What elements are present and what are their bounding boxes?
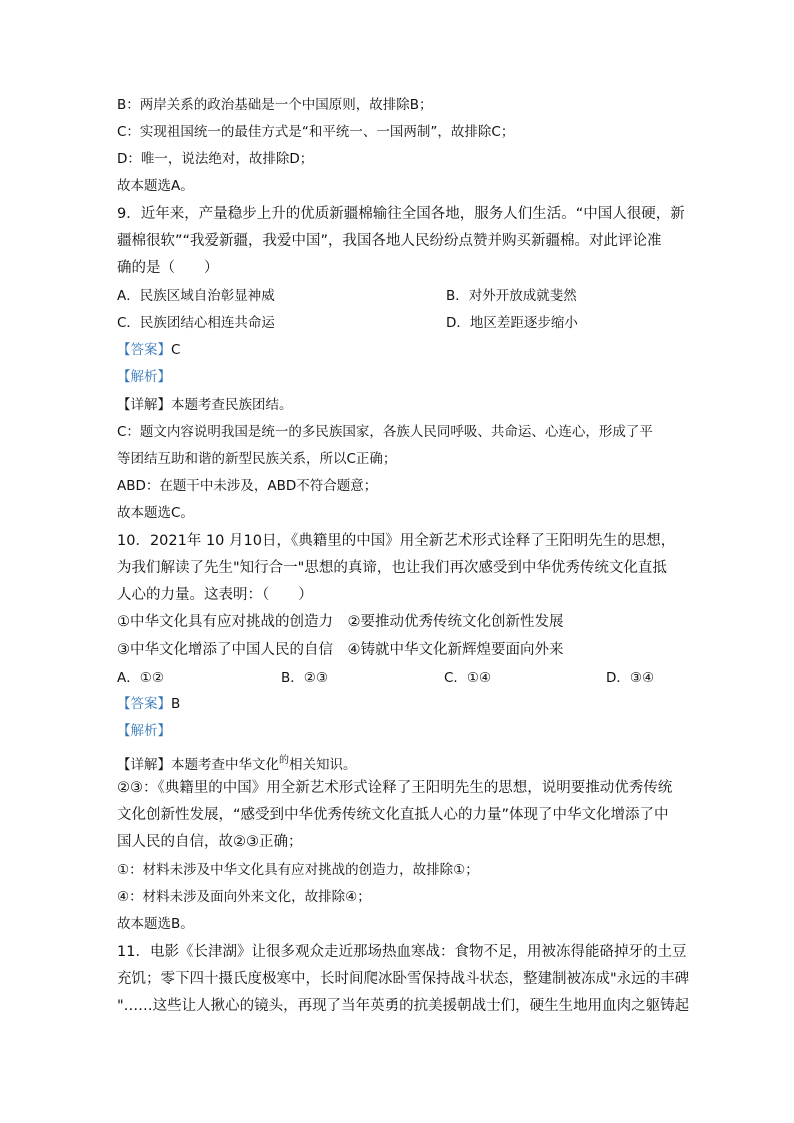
detail-text: 相关知识。 (289, 757, 357, 773)
question-11-stem-line: "……这些让人揪心的镜头，再现了当年英勇的抗美援朝战士们，硬生生地用血肉之躯铸起 (117, 998, 690, 1014)
question-9-explain-line: 故本题选C。 (117, 505, 194, 521)
detail-text: 本题考查中华文化 (171, 757, 279, 773)
question-9-stem-line: 确的是（ ） (117, 260, 219, 276)
detail-tag: 【详解】 (117, 397, 171, 413)
question-9-stem-line: 9．近年来，产量稳步上升的优质新疆棉输往全国各地，服务人们生活。“中国人很硬，新 (117, 206, 685, 222)
text-line: 故本题选A。 (117, 178, 194, 194)
question-10-stem-line: 为我们解读了先生"知行合一"思想的真谛，也让我们再次感受到中华优秀传统文化直抵 (117, 560, 667, 576)
answer-tag: 【答案】 (117, 696, 171, 712)
question-10-explain-line: ①：材料未涉及中华文化具有应对挑战的创造力，故排除①； (117, 862, 479, 878)
question-10-answer (117, 694, 180, 714)
question-10-analysis-tag (117, 721, 171, 741)
question-10-statements-line: ①中华文化具有应对挑战的创造力 ②要推动优秀传统文化创新性发展 (117, 614, 564, 630)
question-10-statements-line: ③中华文化增添了中国人民的自信 ④铸就中华文化新辉煌要面向外来 (117, 642, 564, 658)
question-9-explain-line: C：题文内容说明我国是统一的多民族国家，各族人民同呼吸、共命运、心连心，形成了平 (117, 424, 653, 440)
question-10-explain-line: 国人民的自信，故②③正确； (117, 834, 303, 850)
text-line: B：两岸关系的政治基础是一个中国原则，故排除B； (117, 97, 433, 113)
question-9-option-c: C．民族团结心相连共命运 (117, 315, 275, 331)
analysis-tag: 【解析】 (117, 369, 171, 385)
question-9-answer (117, 340, 180, 360)
question-10-explain-line: 故本题选B。 (117, 916, 194, 932)
question-9-option-d: D．地区差距逐步缩小 (446, 315, 578, 331)
question-9-stem-line: 疆棉很软”“我爱新疆，我爱中国”，我国各地人民纷纷点赞并购买新疆棉。对此评论准 (117, 233, 662, 249)
answer-tag: 【答案】 (117, 342, 171, 358)
question-10-explain-line: ④：材料未涉及面向外来文化，故排除④； (117, 889, 371, 905)
question-10-option-a: A．①② (117, 670, 164, 686)
text-line: C：实现祖国统一的最佳方式是“和平统一、一国两制”，故排除C； (117, 124, 515, 140)
text-line: D：唯一，说法绝对，故排除D； (117, 151, 314, 167)
detail-tag: 【详解】 (117, 757, 171, 773)
question-9-option-b: B．对外开放成就斐然 (446, 288, 577, 304)
question-10-option-b: B．②③ (281, 670, 328, 686)
question-9-detail (117, 395, 293, 415)
question-9-option-a: A．民族区域自治彰显神威 (117, 288, 275, 304)
question-9-analysis-tag (117, 367, 171, 387)
question-10-option-c: C．①④ (444, 670, 492, 686)
question-9-explain-line: 等团结互助和谐的新型民族关系，所以C正确； (117, 451, 397, 467)
question-10-explain-line: 文化创新性发展，“感受到中华优秀传统文化直抵人心的力量”体现了中华文化增添了中 (117, 807, 669, 823)
detail-text: 本题考查民族团结。 (171, 397, 293, 413)
answer-value: B (171, 696, 181, 712)
question-10-detail (117, 751, 357, 775)
answer-value: C (171, 342, 181, 358)
question-9-explain-line: ABD：在题干中未涉及，ABD不符合题意； (117, 478, 378, 494)
question-10-option-d: D．③④ (606, 670, 655, 686)
question-10-explain-line: ②③：《典籍里的中国》用全新艺术形式诠释了王阳明先生的思想，说明要推动优秀传统 (117, 780, 673, 796)
question-10-stem-line: 10．2021年 10 月10日，《典籍里的中国》用全新艺术形式诠释了王阳明先生的思想， (117, 533, 676, 549)
question-10-stem-line: 人心的力量。这表明：（ ） (117, 587, 313, 603)
analysis-tag: 【解析】 (117, 723, 171, 739)
question-11-stem-line: 11．电影《长津湖》让很多观众走近那场热血寒战：食物不足，用被冻得能硌掉牙的土豆 (117, 944, 687, 960)
question-11-stem-line: 充饥；零下四十摄氏度极寒中，长时间爬冰卧雪保持战斗状态，整建制被冻成"永远的丰碑 (117, 971, 690, 987)
detail-superscript: 的 (279, 755, 289, 766)
